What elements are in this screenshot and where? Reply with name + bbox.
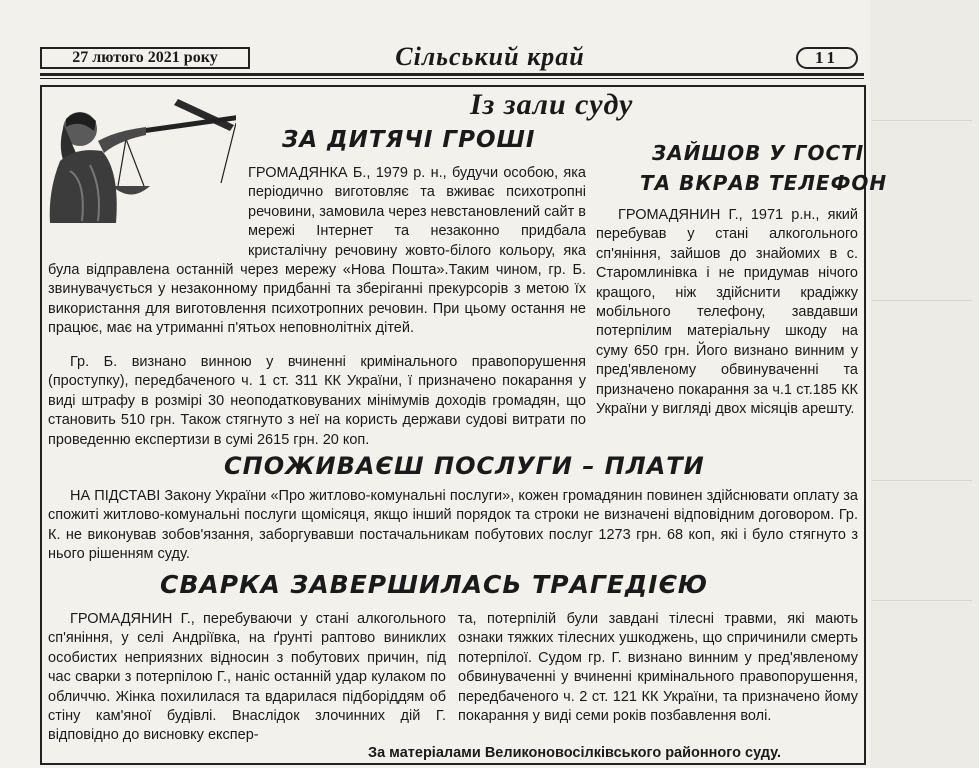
header-rule-thin xyxy=(40,78,864,79)
article4-col2: та, потерпілій були завдані тілесні травми, які мають ознаки тяжких тілесних ушкоджень, що спричинили смерть потерпілої. Судом гр. Г. визнано винним у пред'явленому обвинуваченні у вчиненні кримінального правопорушення, передбаченого ч. 2 ст. 121 КК України, та призначено йому покарання у виді семи років позбавлення волі. xyxy=(458,611,858,725)
article1-para1: ГРОМАДЯНКА Б., 1979 р. н., будучи особою, яка періодично виготовляє та вживає психотропні речовини, замовила через невстановлений сайт в мережі Інтернет та незаконно придбала кристалічну речовину жовто-білого кольору, яка була відправлена останній через мережу «Нова Пошта».Таким чином, гр. Б. звинувачується у незаконному придбанні та зберіганні прекурсорів з метою їх використання для виготовлення психотропних речовин. При цьому остання не працює, має на утриманні п'ятьох неповнолітніх дітей. xyxy=(48,165,586,337)
page-number: 11 xyxy=(796,47,858,69)
article3-para1: НА ПІДСТАВІ Закону України «Про житлово-комунальні послуги», кожен громадянин повинен здійснювати оплату за спожиті житлово-комунальні послуги щомісяця, якщо інший порядок та строки не визначені відповідним договором. Гр. К. не виконував зобов'язання, заборгувавши постачальникам побутових послуг 1273 грн. 68 коп, які і було стягнуто з нього рішенням суду. xyxy=(48,488,858,563)
header-rule xyxy=(40,73,864,76)
article1-title: ЗА ДИТЯЧІ ГРОШІ xyxy=(282,127,536,153)
article2-title-line2: ТА ВКРАВ ТЕЛЕФОН xyxy=(640,171,888,195)
article1-para2: Гр. Б. визнано винною у вчиненні кримінального правопорушення (проступку), передбаченого ч. 1 ст. 311 КК України, ї призначено покарання у виді штрафу в розмірі 30 неоподатковуваних мінімумів доходів громадян, що становить 510 грн. Також стягнуто з неї на користь держави судові витрати по проведенню експертизи в сумі 2615 грн. 20 коп. xyxy=(48,354,586,448)
article4-col1: ГРОМАДЯНИН Г., перебуваючи у стані алкогольного сп'яніння, у селі Андріївка, на ґрунті раптово виниклих особистих неприязних відносин з побутових причин, під час сварки з потерпілою Г., наніс останній удар кулаком по обличчю. Жінка похилилася та вдарилася підборіддям об стіну кам'яної будівлі. Внаслідок злочинних дій Г. відповідно до висновку експер- xyxy=(48,611,446,744)
adjacent-page-bleed xyxy=(870,0,979,768)
issue-date: 27 лютого 2021 року xyxy=(40,47,250,69)
article3-title: СПОЖИВАЄШ ПОСЛУГИ – ПЛАТИ xyxy=(224,452,705,480)
source-credit: За матеріалами Великоновосілківського районного суду. xyxy=(368,745,781,761)
section-heading: Із зали суду xyxy=(470,88,634,121)
newspaper-title: Сільський край xyxy=(395,42,585,71)
article2-para1: ГРОМАДЯНИН Г., 1971 р.н., який перебував у стані алкогольного сп'яніння, зайшов до знайомих в с. Старомлинівка і не придумав нічого кращого, ніж здійснити крадіжку мобільного телефону, завдавши потерпілим матеріальну шкоду на суму 650 грн. Його визнано винним у пред'явленому обвинуваченні та призначено покарання за ч.1 ст.185 КК України у вигляді двох місяців арешту. xyxy=(596,207,858,418)
article4-title: СВАРКА ЗАВЕРШИЛАСЬ ТРАГЕДІЄЮ xyxy=(160,570,709,599)
article2-title-line1: ЗАЙШОВ У ГОСТІ xyxy=(652,141,865,165)
